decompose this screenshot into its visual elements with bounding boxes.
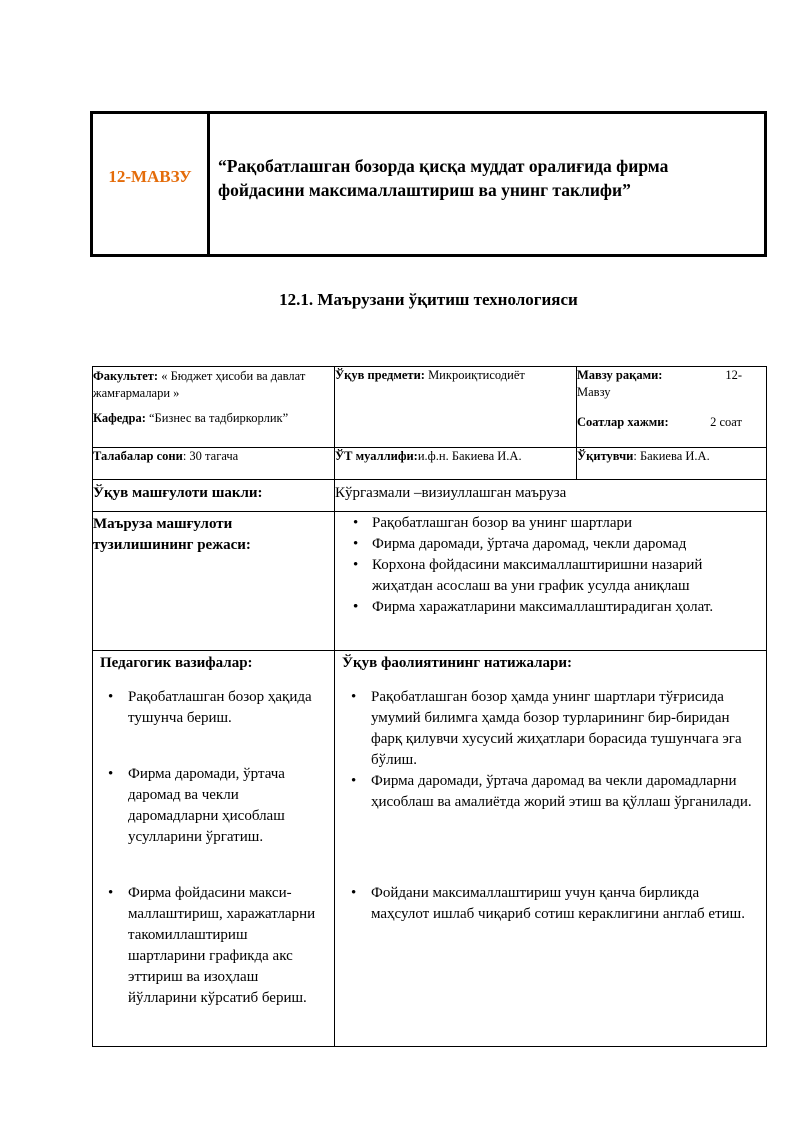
table-row xyxy=(93,480,767,512)
plan-list-cell xyxy=(335,512,767,651)
hours-label: Соатлар хажми: xyxy=(577,415,669,429)
table-row xyxy=(93,367,767,448)
topic-number-cell xyxy=(93,114,210,254)
plan-label: Маъруза машғулоти тузилишининг режаси: xyxy=(93,512,335,651)
topic-no-value: 12- xyxy=(725,368,742,382)
topic-no-value-2: Мавзу xyxy=(577,385,611,399)
pedagogical-tasks-cell xyxy=(93,651,335,1047)
topic-number: 12-МАВЗУ xyxy=(108,167,192,186)
list-item: • Рақобатлашган бозор ва унинг шартлари xyxy=(335,513,758,534)
topic-title-cell xyxy=(210,114,764,254)
plan-list xyxy=(335,513,758,618)
topic-header-box xyxy=(90,111,767,257)
hours-value: 2 соат xyxy=(710,415,742,429)
department-label: Кафедра: xyxy=(93,411,146,425)
author-cell xyxy=(335,448,577,480)
topic-title xyxy=(218,154,764,202)
list-item: • Фирма даромади, ўртача даромад ва чекли даромадларни ҳисоблаш ва амалиётда жорий этиш ва қўллаш ўрганилади. xyxy=(342,771,754,813)
teacher-cell xyxy=(577,448,767,480)
faculty-label: Факультет: xyxy=(93,369,159,383)
list-item: • Фирма фойдасини макси-маллаштириш, харажатларни такомиллаштириш шартларини графикда акс эттириш ва изоҳлаш йўлларини кўрсатиб бериш. xyxy=(100,883,322,1009)
topic-number-info-cell xyxy=(577,367,767,448)
topic-title-line-1: “Рақобатлашган бозорда қисқа муддат оралиғида фирма xyxy=(218,156,669,176)
learning-outcomes-label: Ўқув фаолиятининг натижалари: xyxy=(342,655,573,671)
list-item: • Рақобатлашган бозор ҳақида тушунча бериш. xyxy=(100,687,322,729)
list-item: • Фирма даромади, ўртача даромад, чекли даромад xyxy=(335,534,758,555)
learning-outcomes-list xyxy=(342,687,754,925)
list-item: • Фирма харажатларини максималлаштирадиган ҳолат. xyxy=(335,597,758,618)
table-row xyxy=(93,512,767,651)
pedagogical-tasks-list xyxy=(100,687,324,1009)
department-value: “Бизнес ва тадбиркорлик” xyxy=(149,411,289,425)
teacher-value: : Бакиева И.А. xyxy=(633,449,710,463)
list-item: • Рақобатлашган бозор ҳамда унинг шартлари тўғрисида умумий билимга ҳамда бозор турларининг бир-биридан фарқ қилувчи хусусий жиҳатлари борасида тушунчага эга бўлиш. xyxy=(342,687,754,771)
section-heading: 12.1. Маърузани ўқитиш технологияси xyxy=(279,290,578,309)
lecture-technology-table xyxy=(92,366,767,1047)
pedagogical-tasks-label: Педагогик вазифалар: xyxy=(100,655,253,671)
faculty-cell xyxy=(93,367,335,448)
author-value: и.ф.н. Бакиева И.А. xyxy=(417,449,522,463)
students-value: : 30 тагача xyxy=(182,449,239,463)
table-row xyxy=(93,651,767,1047)
faculty-value: « Бюджет ҳисоби ва давлат жамғармалари » xyxy=(93,369,306,400)
author-label: ЎТ муаллифи: xyxy=(335,449,418,463)
subject-value: Микроиқтисодиёт xyxy=(428,368,525,382)
form-value: Кўргазмали –визиуллашган маъруза xyxy=(335,480,767,512)
students-cell xyxy=(93,448,335,480)
subject-label: Ўқув предмети: xyxy=(335,368,425,382)
learning-outcomes-cell xyxy=(335,651,767,1047)
topic-title-line-2: фойдасини максималлаштириш ва унинг таклифи” xyxy=(218,180,631,200)
form-label: Ўқув машғулоти шакли: xyxy=(93,480,335,512)
teacher-label: Ўқитувчи xyxy=(577,449,634,463)
table-row xyxy=(93,448,767,480)
list-item: • Фойдани максималлаштириш учун қанча бирликда маҳсулот ишлаб чиқариб сотиш кераклигини англаб етиш. xyxy=(342,883,754,925)
subject-cell xyxy=(335,367,577,448)
topic-no-label: Мавзу рақами: xyxy=(577,368,663,382)
students-label: Талабалар сони xyxy=(93,449,183,463)
list-item: • Корхона фойдасини максималлаштиришни назарий жиҳатдан асослаш ва уни график усулда аниқлаш xyxy=(335,555,758,597)
list-item: • Фирма даромади, ўртача даромад ва чекли даромадларни ҳисоблаш усулларини ўргатиш. xyxy=(100,764,322,848)
